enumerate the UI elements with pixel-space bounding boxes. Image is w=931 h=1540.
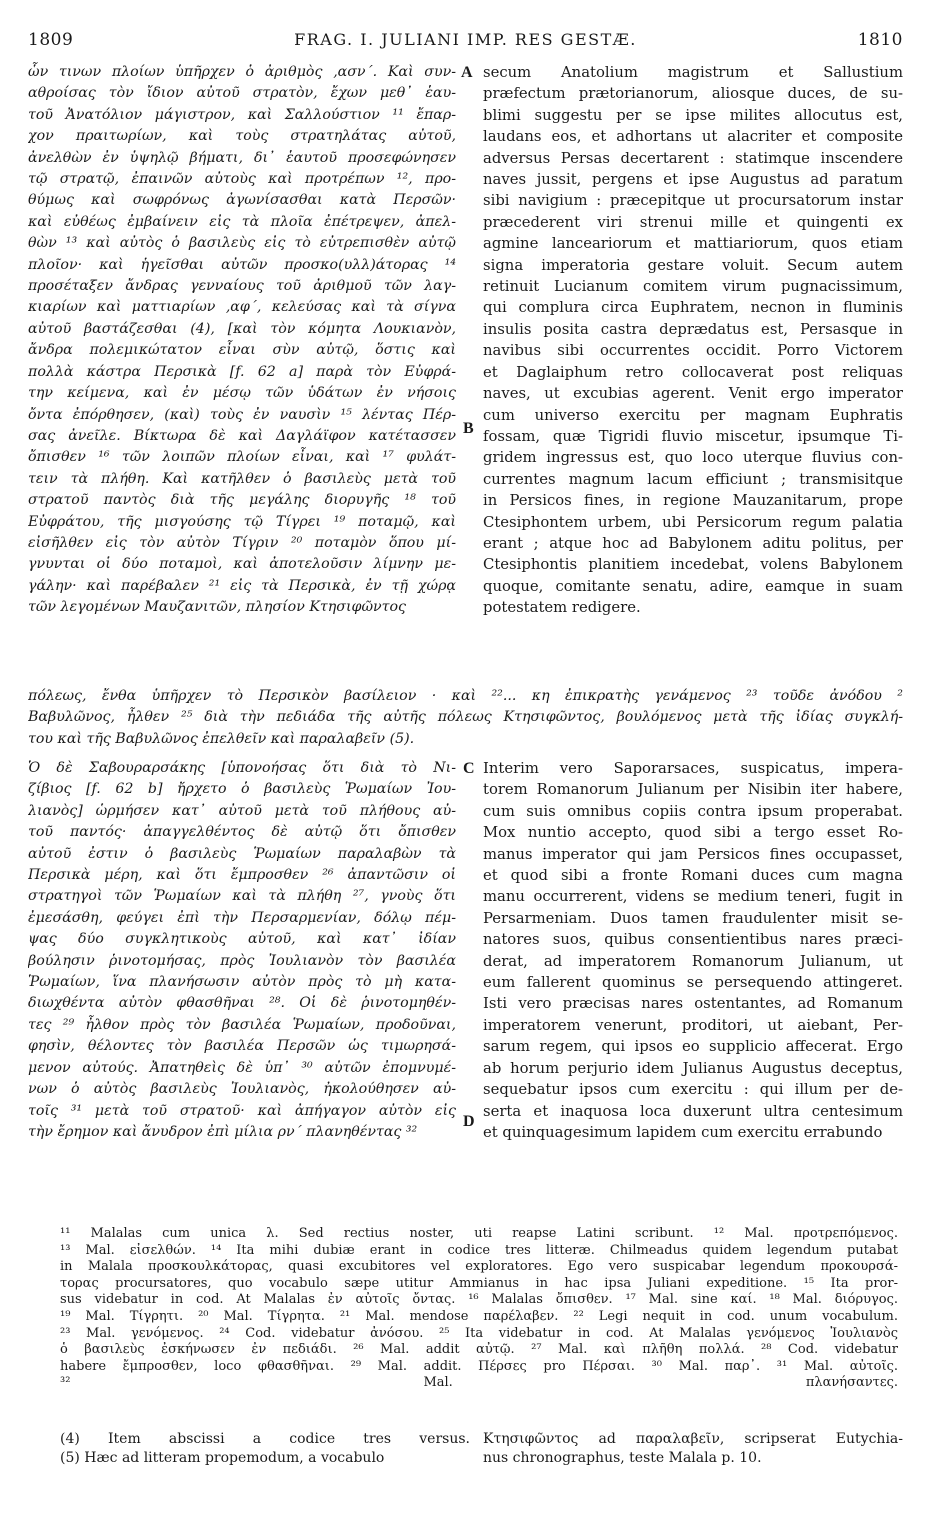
latin-text-line: ab horum perjurio idem Julianus Augustus deceptus, bbox=[483, 1059, 903, 1077]
margin-letter-a: A bbox=[461, 64, 473, 81]
latin-text-line: cum universo exercitu per magnam Euphratis bbox=[483, 406, 903, 424]
margin-letter-c: C bbox=[463, 760, 475, 777]
greek-text-line: βούλησιν ῥινοτομήσας, πρὸς Ἰουλιανὸν τὸν βασιλέα bbox=[28, 952, 456, 969]
latin-text-line: torem Romanorum Julianum per Nisibin iter habere, bbox=[483, 781, 903, 799]
latin-text-line: derat, ad imperatorem Romanorum Julianum, ut bbox=[483, 952, 903, 970]
greek-text-line: ὧν τινων πλοίων ὑπῆρχεν ὁ ἀριθμὸς ‚ασν΄. Καὶ συν- bbox=[28, 64, 456, 80]
greek-text-line: Βαβυλῶνος, ἦλθεν ²⁵ διὰ τὴν πεδιάδα τῆς αὐτῆς πόλεως Κτησιφῶντος, βουλόμενος μετὰ τῆς ἰδίας συγκλή- bbox=[28, 709, 903, 726]
greek-fullwidth-continuation bbox=[28, 686, 903, 750]
latin-text-line: manus imperator qui jam Persicos fines occupasset, bbox=[483, 845, 903, 863]
latin-text-line: in Persicos fines, in regione Mauzanitarum, prope bbox=[483, 492, 903, 510]
latin-text-line: currentes magnum lacum efficiunt ; transmisitque bbox=[483, 470, 903, 488]
greek-column-section-1 bbox=[28, 62, 456, 619]
greek-text-line: αὐτοῦ ἐστιν ὁ βασιλεὺς Ῥωμαίων παραλαβὼν τὰ bbox=[28, 845, 456, 862]
latin-text-line: imperatorem venerunt, proditori, ut aiebant, Per- bbox=[483, 1016, 903, 1034]
latin-text-line: Ctesiphontem urbem, ubi Persicorum regum palatia bbox=[483, 513, 903, 531]
greek-text-line: θὼν ¹³ καὶ αὐτὸς ὁ βασιλεὺς εἰς τὸ εὐτρεπισθὲν αὐτῷ bbox=[28, 235, 456, 252]
greek-text-line: τοῦ Ἀνατόλιον μάγιστρον, καὶ Σαλλούστιον ¹¹ ἔπαρ- bbox=[28, 106, 456, 123]
greek-text-line: πλοῖον· καὶ ἡγεῖσθαι αὐτῶν προσκο(υλλ)άτορας ¹⁴ bbox=[28, 256, 456, 273]
running-header bbox=[28, 30, 903, 56]
greek-text-line: ἐμεσάσθη, φεύγει ἐπὶ τὴν Περσαρμενίαν, δόλῳ πέμ- bbox=[28, 909, 456, 926]
latin-text-line: præcederent viri strenui mille et quingenti ex bbox=[483, 213, 903, 231]
greek-text-line: του καὶ τῆς Βαβυλῶνος ἐπελθεῖν καὶ παραλαβεῖν (5). bbox=[28, 730, 415, 747]
footnote-line: ὁ βασιλεὺς ἐσκήνωσεν ἐν πεδιάδι. ²⁶ Mal. addit αὐτῷ. ²⁷ Mal. καὶ πλῆθη πολλά. ²⁸ Cod. videbatur bbox=[60, 1342, 898, 1358]
greek-text-line: νων ὁ αὐτὸς βασιλεὺς Ἰουλιανὸς, ἠκολούθησεν αὐ- bbox=[28, 1081, 456, 1098]
bottom-notes-left bbox=[60, 1430, 470, 1467]
page-number-left: 1809 bbox=[28, 30, 74, 50]
latin-text-line: insulis posita castra deprædatus est, Persasque in bbox=[483, 320, 903, 338]
greek-text-line: καὶ εὐθέως ἐμβαίνειν εἰς τὰ πλοῖα ἐπέτρεψεν, ἀπελ- bbox=[28, 213, 456, 230]
greek-text-line: διωχθέντα αὐτὸν φθασθῆναι ²⁸. Οἱ δὲ ῥινοτομηθέν- bbox=[28, 995, 456, 1012]
latin-text-line: blimi suggestu per se ipse milites allocutus est, bbox=[483, 106, 903, 124]
greek-text-line: τὴν ἔρημον καὶ ἄνυδρον ἐπὶ μίλια ρν΄ πλανηθέντας ³² bbox=[28, 1123, 418, 1140]
footnote-line: ¹¹ Malalas cum unica λ. Sed rectius noster, uti reapse Latini scribunt. ¹² Mal. προτρεπόμενος. bbox=[60, 1226, 898, 1241]
greek-text-line: στρατηγοὶ τῶν Ῥωμαίων καὶ τὰ πλήθη ²⁷, γνοὺς ὅτι bbox=[28, 888, 456, 905]
latin-text-line: sibi navigium : præcepitque ut procursatorum instar bbox=[483, 192, 903, 210]
latin-text-line: agmine lanceariorum et mattiariorum, quos etiam bbox=[483, 235, 903, 253]
latin-text-line: et quod sibi a fronte Romani duces cum magna bbox=[483, 867, 903, 885]
latin-text-line: præfectum prætorianorum, aliosque duces, de su- bbox=[483, 85, 903, 103]
latin-text-line: gridem ingressus est, quo loco uterque fluvius con- bbox=[483, 449, 903, 467]
greek-text-line: αὐτοῦ βαστάζεσθαι (4), [καὶ τὸν κόμητα Λουκιανὸν, bbox=[28, 320, 456, 337]
greek-text-line: Περσικὰ μέρη, καὶ ὅτι ἔμπροσθεν ²⁶ ἀπαντῶσιν οἱ bbox=[28, 867, 456, 884]
greek-text-line: την κείμενα, καὶ ἐν μέσῳ τῶν ὑδάτων ἐν νήσοις bbox=[28, 385, 456, 402]
latin-text-line: manu occurrerent, videns se medium teneri, fugit in bbox=[483, 888, 903, 906]
greek-text-line: ἄνδρα πολεμικώτατον εἶναι σὺν αὐτῷ, ὅστις καὶ bbox=[28, 342, 456, 359]
bottom-notes-right bbox=[483, 1430, 903, 1467]
greek-text-line: τοῦ παντός· ἀπαγγελθέντος δὲ αὐτῷ ὅτι ὄπισθεν bbox=[28, 824, 456, 841]
greek-text-line: τες ²⁹ ἦλθον πρὸς τὸν βασιλέα Ῥωμαίων, προδοῦναι, bbox=[28, 1016, 456, 1033]
greek-text-line: στρατοῦ παντὸς διὰ τῆς μεγάλης διορυγῆς ¹⁸ τοῦ bbox=[28, 492, 456, 509]
page-number-right: 1810 bbox=[857, 30, 903, 50]
footnote-line: sus videbatur in cod. At Malalas ἐν αὐτοῖς ὄντας. ¹⁶ Malalas ὄπισθεν. ¹⁷ Mal. sine καί. ¹⁸ Mal. διόρυγος. bbox=[60, 1292, 898, 1308]
margin-letter-d: D bbox=[463, 1113, 475, 1130]
latin-text-line: erant ; atque hoc ad Babylonem aditu politus, per bbox=[483, 534, 903, 552]
latin-text-line: naves, ut excubias agerent. Venit ergo imperator bbox=[483, 385, 903, 403]
latin-text-line: fossam, quæ Tigridi fluvio miscetur, ipsumque Ti- bbox=[483, 427, 903, 445]
greek-text-line: θύμως καὶ σωφρόνως ἀγωνίσασθαι κατὰ Περσῶν· bbox=[28, 192, 456, 209]
greek-text-line: ὄντα ἐπόρθησεν, (καὶ) τοὺς ἐν ναυσὶν ¹⁵ λέντας Πέρ- bbox=[28, 406, 456, 423]
latin-column-section-1 bbox=[483, 62, 903, 619]
greek-text-line: Ὁ δὲ Σαβουραρσάκης [ὑπονοήσας ὅτι διὰ τὸ Νι- bbox=[28, 760, 456, 776]
latin-text-line: quoque, comitante senatu, adire, eamque in suam bbox=[483, 577, 903, 595]
bottom-note-line: (5) Hæc ad litteram propemodum, a vocabulo bbox=[60, 1449, 385, 1466]
latin-text-line: Persarmeniam. Duos tamen fraudulenter misit se- bbox=[483, 909, 903, 927]
footnotes bbox=[60, 1226, 898, 1392]
latin-text-line: Isti vero præcisas nares ostentantes, ad Romanum bbox=[483, 995, 903, 1013]
greek-text-line: ὄπισθεν ¹⁶ τῶν λοιπῶν πλοίων εἶναι, καὶ ¹⁷ φυλάτ- bbox=[28, 449, 456, 466]
greek-text-line: αθροίσας τὸν ἴδιον αὐτοῦ στρατὸν, ἔχων μεθ᾽ ἑαυ- bbox=[28, 85, 456, 102]
greek-text-line: Ῥωμαίων, ἵνα πλανήσωσιν αὐτὸν πρὸς τὸ μὴ κατα- bbox=[28, 974, 456, 991]
latin-text-line: retinuit Lucianum comitem virum pugnacissimum, bbox=[483, 278, 903, 296]
latin-text-line: eum fallerent quominus se persequendo attingeret. bbox=[483, 974, 903, 992]
bottom-note-line: Κτησιφῶντος ad παραλαβεῖν, scripserat Eutychia- bbox=[483, 1431, 903, 1447]
greek-text-line: προσέταξεν ἄνδρας γενναίους τοῦ ἀριθμοῦ τῶν λαγ- bbox=[28, 278, 456, 295]
latin-text-line: signa imperatoria gestare voluit. Secum autem bbox=[483, 256, 903, 274]
greek-text-line: τειν τὰ πλήθη. Καὶ κατῆλθεν ὁ βασιλεὺς μετὰ τοῦ bbox=[28, 470, 456, 487]
latin-text-line: navibus sibi occurrentes occidit. Porro Victorem bbox=[483, 342, 903, 360]
latin-text-line: natores suos, quibus consentientibus nares præci- bbox=[483, 931, 903, 949]
greek-column-section-2 bbox=[28, 758, 456, 1143]
greek-text-line: εἰσῆλθεν εἰς τὸν αὐτὸν Τίγριν ²⁰ ποταμὸν ὅπου μί- bbox=[28, 534, 456, 551]
footnote-line: τορας procursatores, quo vocabulo sæpe utitur Ammianus in hac ipsa Juliani expeditione. ¹⁵ Ita pror- bbox=[60, 1275, 898, 1291]
latin-text-line: adversus Persas decertarent : statimque inscendere bbox=[483, 149, 903, 167]
latin-text-line: Mox nuntio accepto, quod sibi a tergo esset Ro- bbox=[483, 824, 903, 842]
latin-text-line: et Daglaiphum retro collocaverat post reliquas bbox=[483, 363, 903, 381]
greek-text-line: τῶν λεγομένων Μαυζανιτῶν, πλησίον Κτησιφῶντος bbox=[28, 599, 406, 616]
latin-text-line: secum Anatolium magistrum et Sallustium bbox=[483, 64, 903, 81]
greek-text-line: ψας δύο συγκλητικοὺς αὐτοῦ, καὶ κατ᾽ ἰδίαν bbox=[28, 931, 456, 948]
latin-text-line: qui complura circa Euphratem, necnon in fluminis bbox=[483, 299, 903, 317]
latin-text-line: cum suis omnibus copiis contra ipsum properabat. bbox=[483, 802, 903, 820]
greek-text-line: γάλην· καὶ παρέβαλεν ²¹ εἰς τὰ Περσικὰ, ἐν τῇ χώρᾳ bbox=[28, 577, 456, 594]
greek-text-line: κιαρίων καὶ ματτιαρίων ‚αφ΄, κελεύσας καὶ τὰ σίγνα bbox=[28, 299, 456, 316]
footnote-line: habere ἔμπροσθεν, loco φθασθῆναι. ²⁹ Mal. addit. Πέρσες pro Πέρσαι. ³⁰ Mal. παρ᾽. ³¹ Mal. αὐτοῖς. bbox=[60, 1358, 898, 1374]
greek-text-line: ζίβιος [f. 62 b] ἤρχετο ὁ βασιλεὺς Ῥωμαίων Ἰου- bbox=[28, 781, 456, 798]
latin-text-line: serta et inaquosa loca duxerunt ultra centesimum bbox=[483, 1102, 903, 1120]
greek-text-line: λιανὸς] ὡρμήσεν κατ᾽ αὐτοῦ μετὰ τοῦ πλήθους αὐ- bbox=[28, 802, 456, 819]
latin-text-line: laudans eos, et adhortans ut alacriter et composite bbox=[483, 128, 903, 146]
latin-text-line: et quinquagesimum lapidem cum exercitu errabundo bbox=[483, 1123, 883, 1141]
margin-letter-b: B bbox=[463, 420, 474, 437]
footnote-line: in Malala προσκουλκάτορας, quasi excubitores vel exploratores. Ego vero suspicabar legendum προκουρσά- bbox=[60, 1259, 898, 1275]
bottom-note-line: nus chronographus, teste Malala p. 10. bbox=[483, 1449, 762, 1466]
greek-text-line: Εὐφράτου, τῆς μισγούσης τῷ Τίγρει ¹⁹ ποταμῷ, καὶ bbox=[28, 513, 456, 530]
greek-text-line: ἀνελθὼν ἐν ὑψηλῷ βήματι, δι᾽ ἑαυτοῦ προσεφώνησεν bbox=[28, 149, 456, 166]
latin-text-line: Interim vero Saporarsaces, suspicatus, impera- bbox=[483, 760, 903, 777]
latin-text-line: potestatem redigere. bbox=[483, 599, 641, 617]
greek-text-line: γνυνται οἱ δύο ποταμοὶ, καὶ ἀποτελοῦσιν λίμνην με- bbox=[28, 556, 456, 573]
greek-text-line: τῷ στρατῷ, ἐπαινῶν αὐτοὺς καὶ προτρέπων ¹², προ- bbox=[28, 171, 456, 188]
latin-text-line: sequebatur ipsos cum exercitu : qui illum per de- bbox=[483, 1081, 903, 1099]
greek-text-line: τοῖς ³¹ μετὰ τοῦ στρατοῦ· καὶ ἀπήγαγον αὐτὸν εἰς bbox=[28, 1102, 456, 1119]
greek-text-line: σας ἀνεῖλε. Βίκτωρα δὲ καὶ Δαγλάϊφον κατέτασσεν bbox=[28, 427, 456, 444]
greek-text-line: μενον αὐτούς. Ἀπατηθεὶς δὲ ὑπ᾽ ³⁰ αὐτῶν ἐπομνυμέ- bbox=[28, 1059, 456, 1076]
greek-text-line: χον πραιτωρίων, καὶ τοὺς στρατηλάτας αὐτοῦ, bbox=[28, 128, 456, 145]
footnote-line: ¹⁹ Mal. Τίγρητι. ²⁰ Mal. Τίγρητα. ²¹ Mal. mendose παρέλαβεν. ²² Legi nequit in cod. unum vocabulum. bbox=[60, 1308, 898, 1324]
latin-text-line: Ctesiphontis planitiem incedebat, volens Babylonem bbox=[483, 556, 903, 574]
latin-text-line: sarum regem, qui ipsos eo supplicio affecerat. Ergo bbox=[483, 1038, 903, 1056]
latin-text-line: naves jussit, pergens et ipse Augustus ad paratum bbox=[483, 171, 903, 189]
latin-column-section-2 bbox=[483, 758, 903, 1143]
running-title: FRAG. I. JULIANI IMP. RES GESTÆ. bbox=[294, 30, 637, 49]
footnote-line: ³² Mal. πλανήσαντες. bbox=[60, 1375, 898, 1391]
greek-text-line: πόλεως, ἔνθα ὑπῆρχεν τὸ Περσικὸν βασίλειον · καὶ ²²... κη ἐπικρατὴς γενάμενος ²³ τοῦδε ἀνόδου ² bbox=[28, 688, 903, 704]
greek-text-line: φησὶν, θέλοντες τὸν βασιλέα Περσῶν ὡς τιμωρησά- bbox=[28, 1038, 456, 1055]
bottom-note-line: (4) Item abscissi a codice tres versus. bbox=[60, 1431, 470, 1447]
footnote-line: ²³ Mal. γενόμενος. ²⁴ Cod. videbatur ἀνόσου. ²⁵ Ita videbatur in cod. At Malalas γενόμενος Ἰουλιανὸς bbox=[60, 1325, 898, 1341]
greek-text-line: πολλὰ κάστρα Περσικὰ [f. 62 a] παρὰ τὸν Εὐφρά- bbox=[28, 363, 456, 380]
footnote-line: ¹³ Mal. εἰσελθών. ¹⁴ Ita mihi dubiæ erant in codice tres litteræ. Chilmeadus quidem legendum putabat bbox=[60, 1242, 898, 1258]
